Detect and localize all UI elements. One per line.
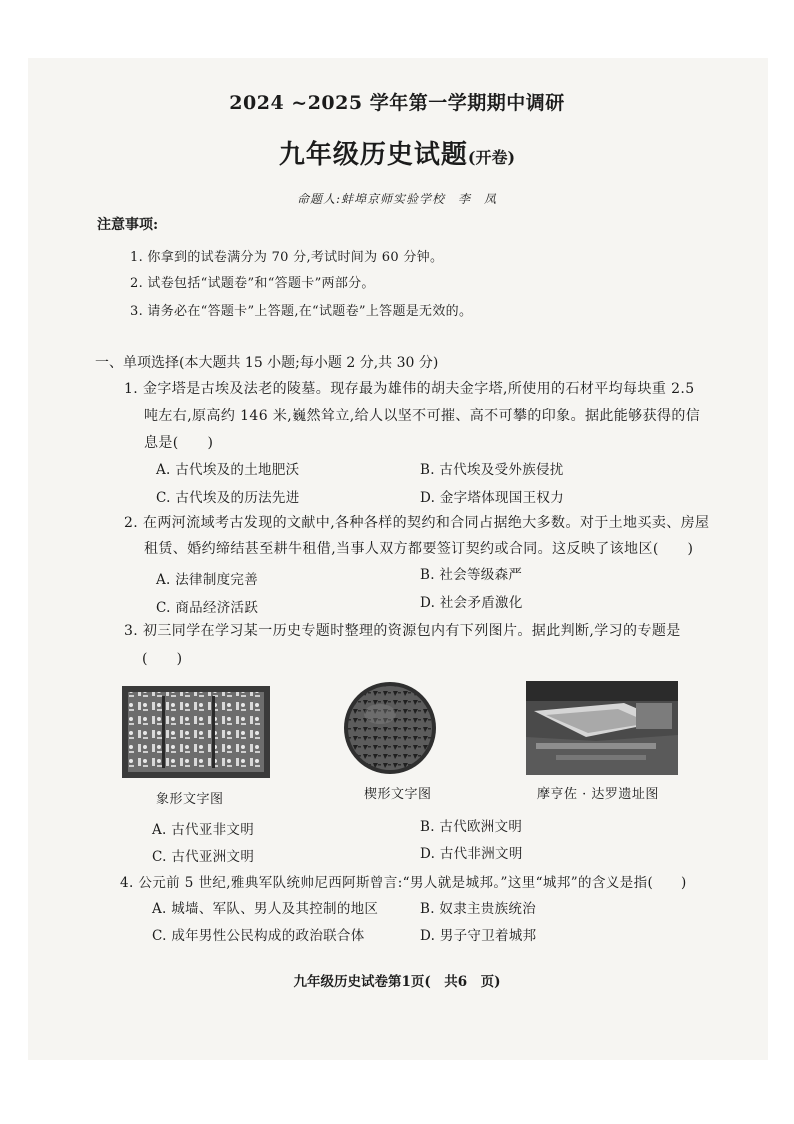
exam-main-title bbox=[0, 134, 794, 171]
question-1-option-b: B. 古代埃及受外族侵扰 bbox=[420, 462, 564, 478]
question-1-option-a: A. 古代埃及的土地肥沃 bbox=[156, 462, 300, 478]
question-3-option-c: C. 古代亚洲文明 bbox=[152, 849, 255, 865]
question-2-line: 2. 在两河流域考古发现的文献中,各种各样的契约和合同占据绝大多数。对于土地买卖、房屋 bbox=[124, 515, 710, 531]
question-4-option-a: A. 城墙、军队、男人及其控制的地区 bbox=[152, 901, 379, 917]
page-footer: 九年级历史试卷第1页( 共6 页) bbox=[293, 974, 501, 990]
question-2-line: 租赁、婚约缔结甚至耕牛租借,当事人双方都要签订契约或合同。这反映了该地区( ) bbox=[144, 541, 694, 557]
question-2-option-d: D. 社会矛盾激化 bbox=[420, 595, 523, 611]
question-1-line: 1. 金字塔是古埃及法老的陵墓。现存最为雄伟的胡夫金字塔,所使用的石材平均每块重 2.5 bbox=[124, 381, 695, 397]
question-4-option-b: B. 奴隶主贵族统治 bbox=[420, 901, 537, 917]
question-2-option-c: C. 商品经济活跃 bbox=[156, 600, 259, 616]
question-4-line: 4. 公元前 5 世纪,雅典军队统帅尼西阿斯曾言:“男人就是城邦。”这里“城邦”的含义是指( ) bbox=[120, 875, 687, 891]
question-4-option-d: D. 男子守卫着城邦 bbox=[420, 928, 537, 944]
question-1-option-d: D. 金字塔体现国王权力 bbox=[420, 490, 565, 506]
author-line: 命题人:蚌埠京师实验学校 李 凤 bbox=[296, 192, 498, 206]
question-1-line: 吨左右,原高约 146 米,巍然耸立,给人以坚不可摧、高不可攀的印象。据此能够获得的信 bbox=[144, 408, 701, 424]
notice-item: 2. 试卷包括“试题卷”和“答题卡”两部分。 bbox=[130, 276, 375, 291]
question-3-option-a: A. 古代亚非文明 bbox=[152, 822, 255, 838]
notice-item: 1. 你拿到的试卷满分为 70 分,考试时间为 60 分钟。 bbox=[130, 250, 444, 265]
mohenjo-daro-ruins-image bbox=[526, 681, 678, 775]
notice-item: 3. 请务必在“答题卡”上答题,在“试题卷”上答题是无效的。 bbox=[130, 304, 473, 319]
exam-year-title: 2024 ~2025 学年第一学期期中调研 bbox=[229, 92, 565, 114]
subject-title: 九年级历史试题 bbox=[278, 140, 468, 170]
exam-sheet bbox=[28, 58, 768, 1060]
image-caption: 楔形文字图 bbox=[364, 787, 432, 802]
question-1-option-c: C. 古代埃及的历法先进 bbox=[156, 490, 300, 506]
image-caption: 象形文字图 bbox=[156, 792, 224, 807]
question-3-option-d: D. 古代非洲文明 bbox=[420, 846, 523, 862]
question-2-option-a: A. 法律制度完善 bbox=[156, 572, 259, 588]
question-3-option-b: B. 古代欧洲文明 bbox=[420, 819, 523, 835]
notice-heading: 注意事项: bbox=[97, 217, 159, 233]
question-1-line: 息是( ) bbox=[144, 435, 214, 451]
question-3-line: 3. 初三同学在学习某一历史专题时整理的资源包内有下列图片。据此判断,学习的专题是 bbox=[124, 623, 681, 639]
cuneiform-tablet-image bbox=[342, 680, 438, 776]
question-4-option-c: C. 成年男性公民构成的政治联合体 bbox=[152, 928, 365, 944]
question-3-line: ( ) bbox=[142, 651, 183, 667]
question-2-option-b: B. 社会等级森严 bbox=[420, 567, 523, 583]
open-book-note: (开卷) bbox=[467, 148, 516, 167]
image-caption: 摩亨佐 · 达罗遗址图 bbox=[537, 787, 659, 802]
hieroglyph-stele-image bbox=[122, 686, 270, 778]
section-heading: 一、单项选择(本大题共 15 小题;每小题 2 分,共 30 分) bbox=[95, 355, 439, 371]
